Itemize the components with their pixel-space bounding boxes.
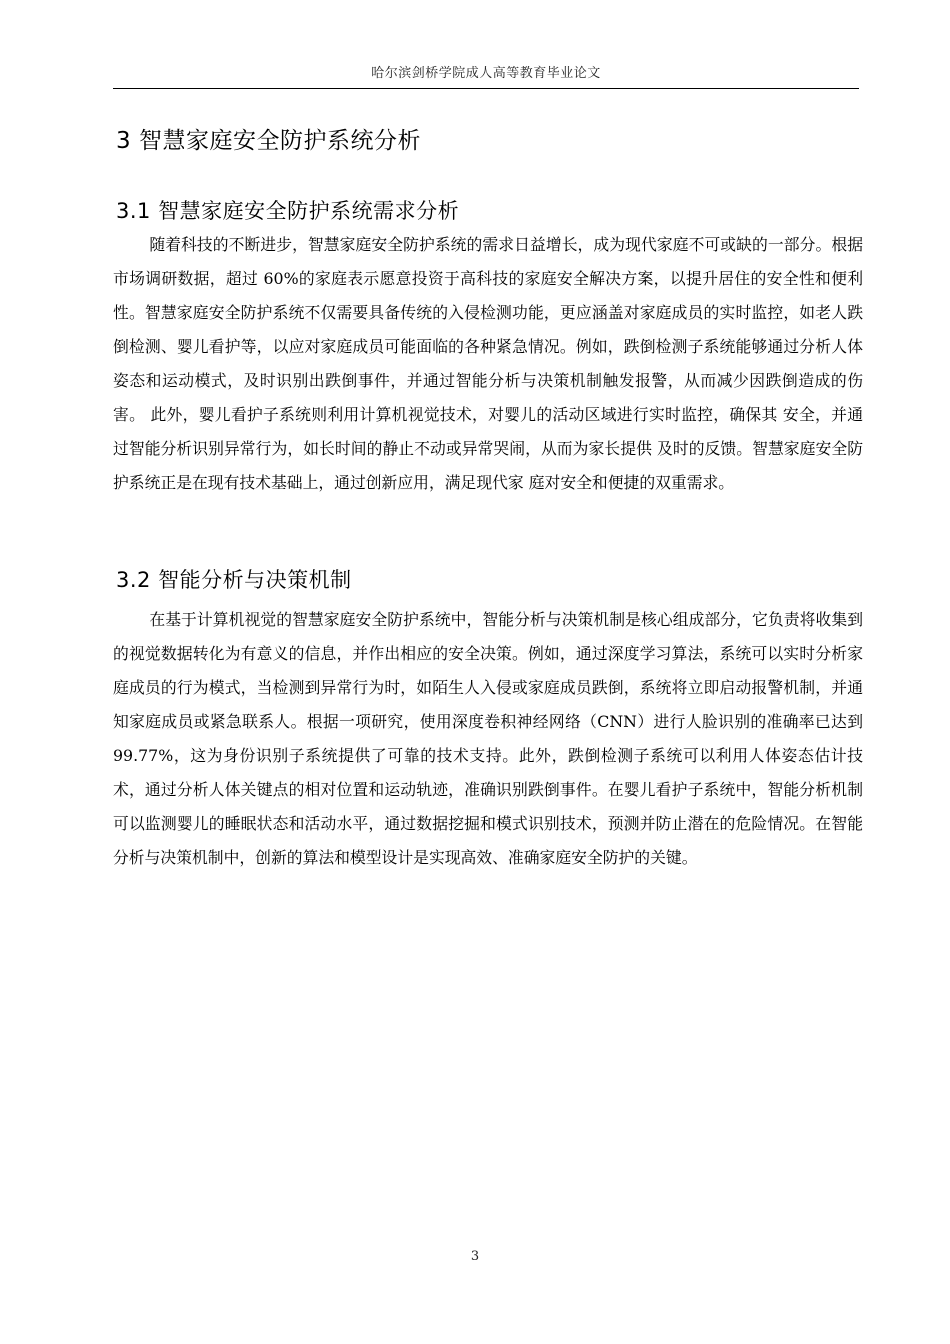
section-title: 3.1 智慧家庭安全防护系统需求分析 <box>116 199 460 223</box>
running-header: 哈尔滨剑桥学院成人高等教育毕业论文 <box>371 66 601 81</box>
body-paragraph: 随着科技的不断进步，智慧家庭安全防护系统的需求日益增长，成为现代家庭不可或缺的一部分。根据市场调研数据，超过 60%的家庭表示愿意投资于高科技的家庭安全解决方案，以提升居住的安全性和便利性。智慧家庭安全防护系统不仅需要具备传统的入侵检测功能，更应涵盖对家庭成员的实时监控，如老人跌倒检测、婴儿看护等，以应对家庭成员可能面临的各种紧急情况。例如，跌倒检测子系统能够通过分析人体姿态和运动模式，及时识别出跌倒事件，并通过智能分析与决策机制触发报警，从而减少因跌倒造成的伤害。 此外，婴儿看护子系统则利用计算机视觉技术，对婴儿的活动区域进行实时监控，确保其 安全，并通过智能分析识别异常行为，如长时间的静止不动或异常哭闹，从而为家长提供 及时的反馈。智慧家庭安全防护系统正是在现有技术基础上，通过创新应用，满足现代家 庭对安全和便捷的双重需求。 <box>113 235 863 492</box>
section-3-1 <box>113 196 863 500</box>
section-title: 3.2 智能分析与决策机制 <box>116 568 352 592</box>
section-3-2 <box>113 565 863 875</box>
chapter-title: 3 智慧家庭安全防护系统分析 <box>116 128 421 154</box>
body-paragraph: 在基于计算机视觉的智慧家庭安全防护系统中，智能分析与决策机制是核心组成部分，它负责将收集到的视觉数据转化为有意义的信息，并作出相应的安全决策。例如，通过深度学习算法，系统可以实时分析家庭成员的行为模式，当检测到异常行为时，如陌生人入侵或家庭成员跌倒，系统将立即启动报警机制，并通知家庭成员或紧急联系人。根据一项研究，使用深度卷积神经网络（CNN）进行人脸识别的准确率已达到 99.77%，这为身份识别子系统提供了可靠的技术支持。此外，跌倒检测子系统可以利用人体姿态估计技术，通过分析人体关键点的相对位置和运动轨迹，准确识别跌倒事件。在婴儿看护子系统中，智能分析机制可以监测婴儿的睡眠状态和活动水平，通过数据挖掘和模式识别技术，预测并防止潜在的危险情况。在智能分析与决策机制中，创新的算法和模型设计是实现高效、准确家庭安全防护的关键。 <box>113 610 863 867</box>
page-number: 3 <box>470 1249 480 1264</box>
header-rule <box>113 88 859 89</box>
